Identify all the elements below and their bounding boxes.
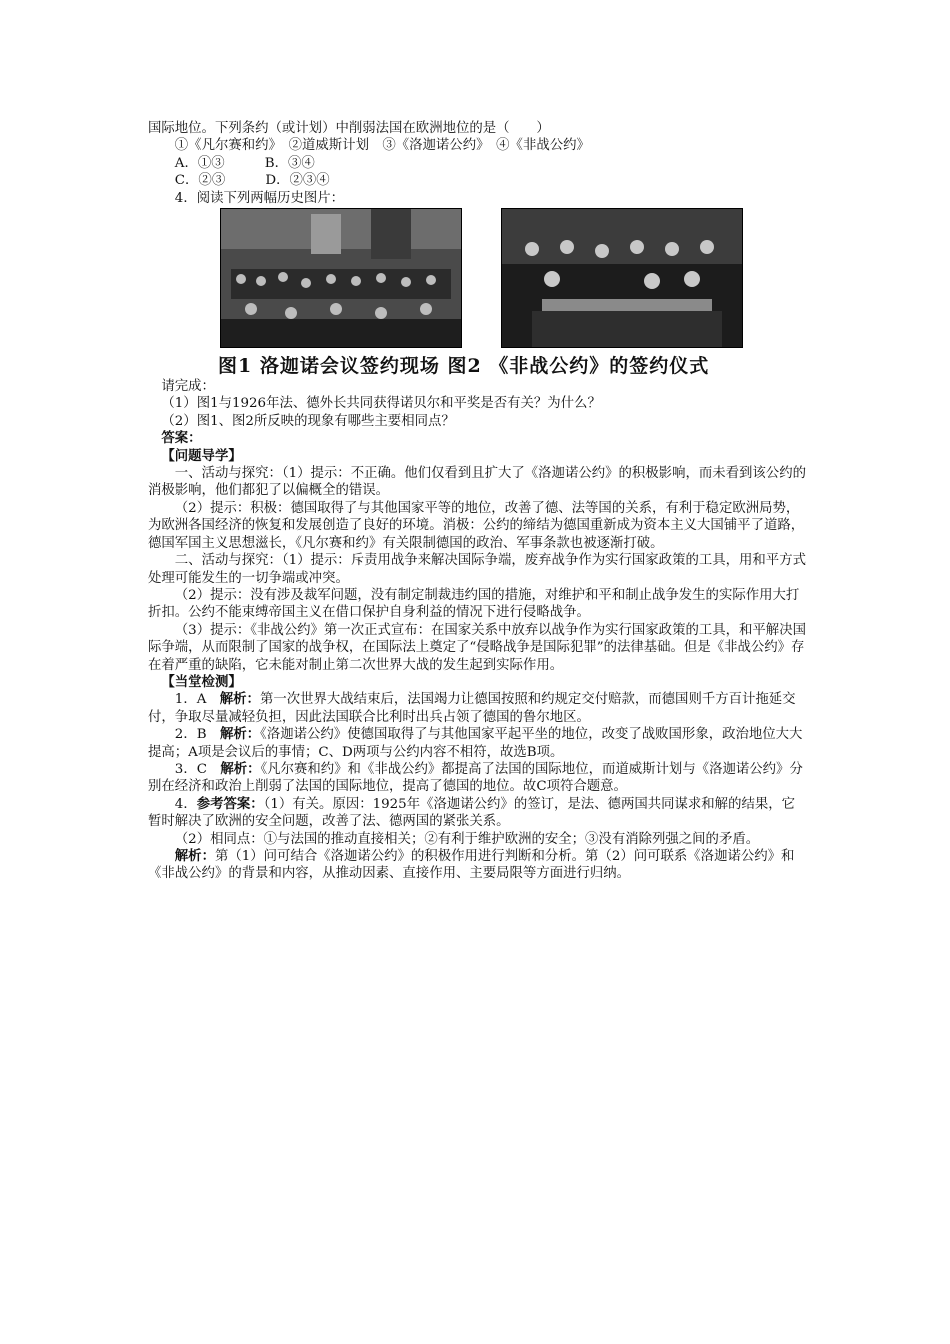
photo-row	[148, 208, 808, 358]
q4-sub1: （1）图1与1926年法、德外长共同获得诺贝尔和平奖是否有关？为什么？	[161, 396, 601, 412]
q3-items: ①《凡尔赛和约》 ②道威斯计划 ③《洛迦诺公约》 ④《非战公约》	[174, 138, 590, 154]
q3-options-ab: A．①③ B．③④	[174, 155, 315, 171]
section-wenti-daoxue: 【问题导学】	[161, 447, 242, 464]
check-2: 2．B 解析：《洛迦诺公约》使德国取得了与其他国家平起平坐的地位，改变了战败国形象，政治地位大大提高；A项是会议后的事情；C、D两项与公约内容不相符，故选B项。	[148, 726, 803, 760]
check-4: 4．参考答案：（1）有关。原因：1925年《洛迦诺公约》的签订，是法、德两国共同谋求和解的结果，它暂时解决了欧洲的安全问题，改善了法、德两国的紧张关系。	[148, 795, 796, 830]
answer-3: 二、活动与探究：（1）提示：斥责用战争来解决国际争端，废弃战争作为实行国家政策的工具，用和平方式处理可能发生的一切争端或冲突。	[148, 553, 806, 586]
answers-heading: 答案：	[161, 430, 202, 447]
photo-kellogg-pact-ceremony	[501, 208, 743, 348]
check-4-part2: （2）相同点：①与法国的推动直接相关；②有利于维护欧洲的安全；③没有消除列强之间的矛盾。	[174, 831, 760, 847]
q3-stem: 国际地位。下列条约（或计划）中削弱法国在欧洲地位的是（ ）	[148, 121, 550, 136]
photo-locarno-signing	[220, 208, 462, 348]
answer-1: 一、活动与探究：（1）提示：不正确。他们仅看到且扩大了《洛迦诺公约》的积极影响，而未看到该公约的消极影响，他们都犯了以偏概全的错误。	[148, 466, 806, 499]
q4-sub2: （2）图1、图2所反映的现象有哪些主要相同点？	[161, 413, 455, 429]
document-page	[148, 120, 808, 883]
q3-options-cd: C．②③ D．②③④	[174, 173, 330, 189]
section-dangtang-jiance: 【当堂检测】	[161, 673, 242, 690]
q4-stem: 4．阅读下列两幅历史图片：	[174, 190, 345, 206]
answer-2: （2）提示：积极：德国取得了与其他国家平等的地位，改善了德、法等国的关系，有利于稳定欧洲局势，为欧洲各国经济的恢复和发展创造了良好的环境。消极：公约的缔结为德国重新成为资本主义大国铺平了道路，德国军国主义思想滋长，《凡尔赛和约》有关限制德国的政治、军事条款也被逐渐打破。	[148, 500, 805, 551]
answer-5: （3）提示：《非战公约》第一次正式宣布：在国家关系中放弃以战争作为实行国家政策的工具，和平解决国际争端，从而限制了国家的战争权，在国际法上奠定了“侵略战争是国际犯罪”的法律基础。但是《非战公约》存在着严重的缺陷，它未能对制止第二次世界大战的发生起到实际作用。	[148, 622, 806, 673]
q4-prompt: 请完成：	[161, 379, 215, 395]
check-4-analysis: 解析：第（1）问可结合《洛迦诺公约》的积极作用进行判断和分析。第（2）问可联系《洛迦诺公约》和《非战公约》的背景和内容，从推动因素、直接作用、主要局限等方面进行归纳。	[148, 848, 795, 882]
photo-caption: 图1 洛迦诺会议签约现场 图2 《非战公约》的签约仪式	[218, 355, 710, 378]
answer-4: （2）提示：没有涉及裁军问题，没有制定制裁违约国的措施，对维护和平和制止战争发生的实际作用大打折扣。公约不能束缚帝国主义在借口保护自身利益的情况下进行侵略战争。	[148, 587, 800, 621]
check-1: 1．A 解析：第一次世界大战结束后，法国竭力让德国按照和约规定交付赔款，而德国则千方百计拖延交付，争取尽量减轻负担，因此法国联合比利时出兵占领了德国的鲁尔地区。	[148, 691, 796, 725]
check-3: 3．C 解析：《凡尔赛和约》和《非战公约》都提高了法国的国际地位，而道威斯计划与《洛迦诺公约》分别在经济和政治上削弱了法国的国际地位，提高了德国的地位。故C项符合题意。	[148, 760, 803, 795]
